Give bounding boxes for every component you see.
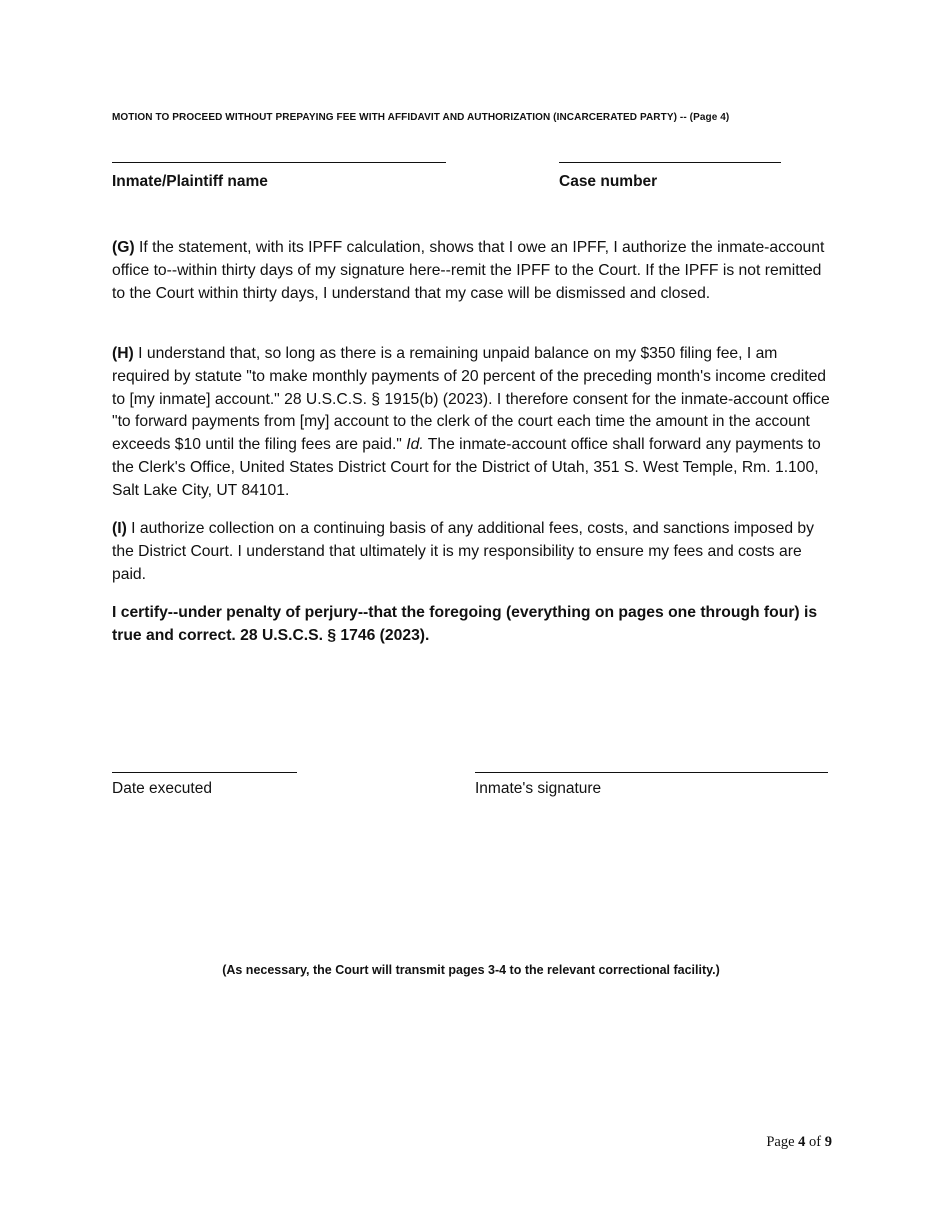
- inmate-signature-label: Inmate's signature: [475, 780, 602, 797]
- paragraph-h-text-before: I understand that, so long as there is a remaining unpaid balance on my $350 filing fee, I am required by statute "to make monthly payments of 20 percent of the preceding month's income credited to [my inmate] account." 28 U.S.C.S. § 1915(b) (2023). I therefore consent for the inmate-account office "to forward payments from [my] account to the clerk of the court each time the amount in the account exceeds $10 until the filing fees are paid.": [112, 345, 830, 454]
- paragraph-h-text-after: The inmate-account office shall forward any payments to the Clerk's Office, United States District Court for the District of Utah, 351 S. West Temple, Rm. 1.100, Salt Lake City, UT 84101.: [112, 436, 821, 499]
- paragraph-h-tag: (H): [112, 345, 134, 362]
- page-prefix: Page: [766, 1134, 795, 1150]
- date-executed-blank[interactable]: [112, 772, 297, 773]
- paragraph-h-italic-citation: Id.: [406, 436, 424, 454]
- paragraph-i-tag: (I): [112, 520, 127, 537]
- paragraph-g-text: If the statement, with its IPFF calculation, shows that I owe an IPFF, I authorize the inmate-account office to--within thirty days of my signature here--remit the IPFF to the Court. If the IPFF is not remitted to the Court within thirty days, I understand that my case will be dismissed and closed.: [112, 239, 825, 302]
- paragraph-g-tag: (G): [112, 239, 135, 256]
- paragraph-i-text: I authorize collection on a continuing basis of any additional fees, costs, and sanctions imposed by the District Court. I understand that ultimately it is my responsibility to ensure my fees and costs are paid.: [112, 520, 814, 583]
- page-current: 4: [798, 1134, 806, 1150]
- paragraph-g: [112, 237, 834, 305]
- page-of: of: [809, 1134, 822, 1150]
- perjury-certification: I certify--under penalty of perjury--that the foregoing (everything on pages one through four) is true and correct. 28 U.S.C.S. § 1746 (2023).: [112, 604, 818, 644]
- inmate-name-blank[interactable]: [112, 162, 446, 163]
- case-number-blank[interactable]: [559, 162, 781, 163]
- date-executed-label: Date executed: [112, 780, 212, 797]
- page-number: [766, 1134, 832, 1151]
- page-total: 9: [824, 1134, 832, 1150]
- paragraph-h: [112, 343, 834, 503]
- inmate-name-label: Inmate/Plaintiff name: [112, 173, 268, 190]
- inmate-signature-blank[interactable]: [475, 772, 828, 773]
- paragraph-i: [112, 518, 834, 586]
- document-header: MOTION TO PROCEED WITHOUT PREPAYING FEE WITH AFFIDAVIT AND AUTHORIZATION (INCARCERATED PARTY) -- (Page 4): [112, 112, 730, 123]
- transmit-note: (As necessary, the Court will transmit pages 3-4 to the relevant correctional facility.): [222, 963, 720, 977]
- case-number-label: Case number: [559, 173, 658, 190]
